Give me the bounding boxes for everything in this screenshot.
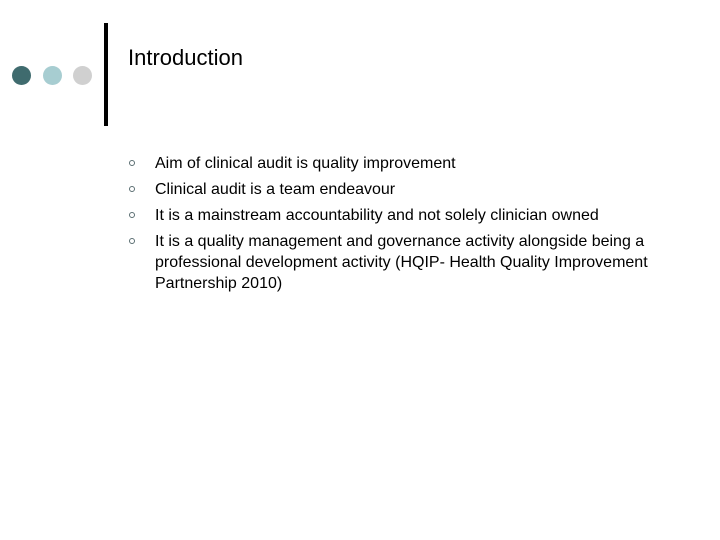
decorative-dot-gray [73, 66, 92, 85]
decorative-dot-dark [12, 66, 31, 85]
title-divider-bar [104, 23, 108, 126]
bullet-text: It is a mainstream accountability and not solely clinician owned [155, 207, 599, 224]
bullet-circle-icon [129, 238, 135, 244]
bullet-text: It is a quality management and governance activity alongside being a professional development activity (HQIP- Health Quality Improvement Partnership 2010) [155, 233, 648, 292]
bullet-item [128, 179, 688, 200]
bullet-item [128, 153, 688, 174]
bullet-item [128, 231, 688, 294]
decorative-dot-light [43, 66, 62, 85]
bullet-circle-icon [129, 160, 135, 166]
bullet-circle-icon [129, 186, 135, 192]
bullet-text: Clinical audit is a team endeavour [155, 181, 396, 198]
bullet-text: Aim of clinical audit is quality improvement [155, 155, 456, 172]
bullet-circle-icon [129, 212, 135, 218]
bullet-item [128, 205, 688, 226]
slide-title: Introduction [128, 45, 243, 70]
bullet-list [128, 153, 688, 299]
